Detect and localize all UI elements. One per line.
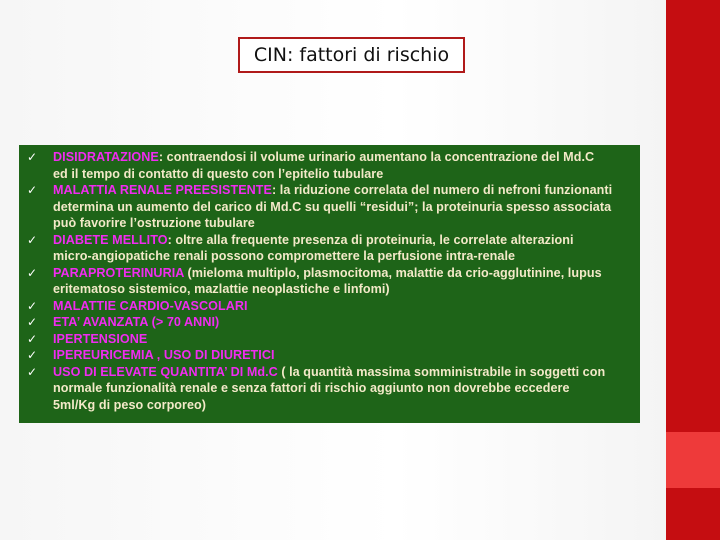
risk-keyword: PARAPROTERINURIA	[53, 265, 184, 280]
risk-item-text	[53, 314, 219, 331]
risk-keyword: USO DI ELEVATE QUANTITA’ DI Md.C	[53, 364, 278, 379]
risk-description: : contraendosi il volume urinario aumentano la concentrazione del Md.C ed il tempo di contatto di questo con l’epitelio tubulare	[53, 150, 595, 181]
slide-title: CIN: fattori di rischio	[253, 44, 450, 66]
risk-keyword: DIABETE MELLITO	[53, 232, 168, 247]
risk-keyword: DISIDRATAZIONE	[53, 150, 159, 164]
risk-item-diabete	[27, 232, 640, 265]
check-icon: ✓	[27, 348, 38, 362]
check-icon: ✓	[27, 315, 38, 329]
risk-description: : oltre alla frequente presenza di proteinuria, le correlate alterazioni micro-angiopatiche renali possono compromettere la perfusione intra-renale	[53, 232, 574, 263]
check-icon: ✓	[27, 232, 38, 247]
risk-description: : la riduzione correlata del numero di nefroni funzionanti determina un aumento del carico di Md.C su quelli “residui”; la proteinuria spesso associata può favorire l’ostruzione tubulare	[53, 183, 613, 230]
check-icon: ✓	[27, 298, 38, 313]
risk-item-text	[53, 364, 605, 414]
check-icon: ✓	[27, 183, 38, 197]
risk-item-text	[53, 182, 612, 232]
check-icon: ✓	[27, 150, 38, 164]
check-icon: ✓	[27, 364, 38, 379]
risk-item-eta-avanzata	[27, 314, 640, 331]
risk-item-cardio-vascolari	[27, 298, 640, 315]
accent-bar-middle	[666, 432, 720, 488]
check-icon: ✓	[27, 265, 38, 280]
risk-item-iperuricemia	[27, 347, 640, 364]
risk-factors-panel	[19, 145, 640, 423]
risk-keyword: MALATTIE CARDIO-VASCOLARI	[53, 298, 248, 313]
slide-title-box	[238, 37, 465, 73]
risk-item-malattia-renale	[27, 182, 640, 232]
risk-item-mdc-quantita	[27, 364, 640, 414]
risk-keyword: ETA’ AVANZATA (> 70 ANNI)	[53, 315, 220, 329]
risk-item-text	[53, 265, 602, 298]
risk-item-disidratazione	[27, 149, 640, 182]
accent-bar-bottom	[666, 488, 720, 540]
risk-keyword: IPERTENSIONE	[53, 331, 148, 346]
risk-item-text	[53, 298, 248, 315]
risk-description: ( la quantità massima somministrabile in soggetti con normale funzionalità renale e senza fattori di rischio aggiunto non dovrebbe eccedere 5ml/Kg di peso corporeo)	[53, 364, 606, 412]
risk-item-text	[53, 347, 275, 364]
risk-item-text	[53, 149, 594, 182]
risk-keyword: IPEREURICEMIA , USO DI DIURETICI	[53, 348, 275, 362]
risk-item-text	[53, 331, 147, 348]
risk-item-text	[53, 232, 574, 265]
risk-item-paraproteinuria	[27, 265, 640, 298]
check-icon: ✓	[27, 331, 38, 346]
risk-keyword: MALATTIA RENALE PREESISTENTE	[53, 183, 272, 197]
accent-bar-top	[666, 0, 720, 432]
risk-description: (mieloma multiplo, plasmocitoma, malattie da crio-agglutinine, lupus eritematoso sistemico, mazlattie neoplastiche e linfomi)	[53, 265, 602, 296]
risk-item-ipertensione	[27, 331, 640, 348]
